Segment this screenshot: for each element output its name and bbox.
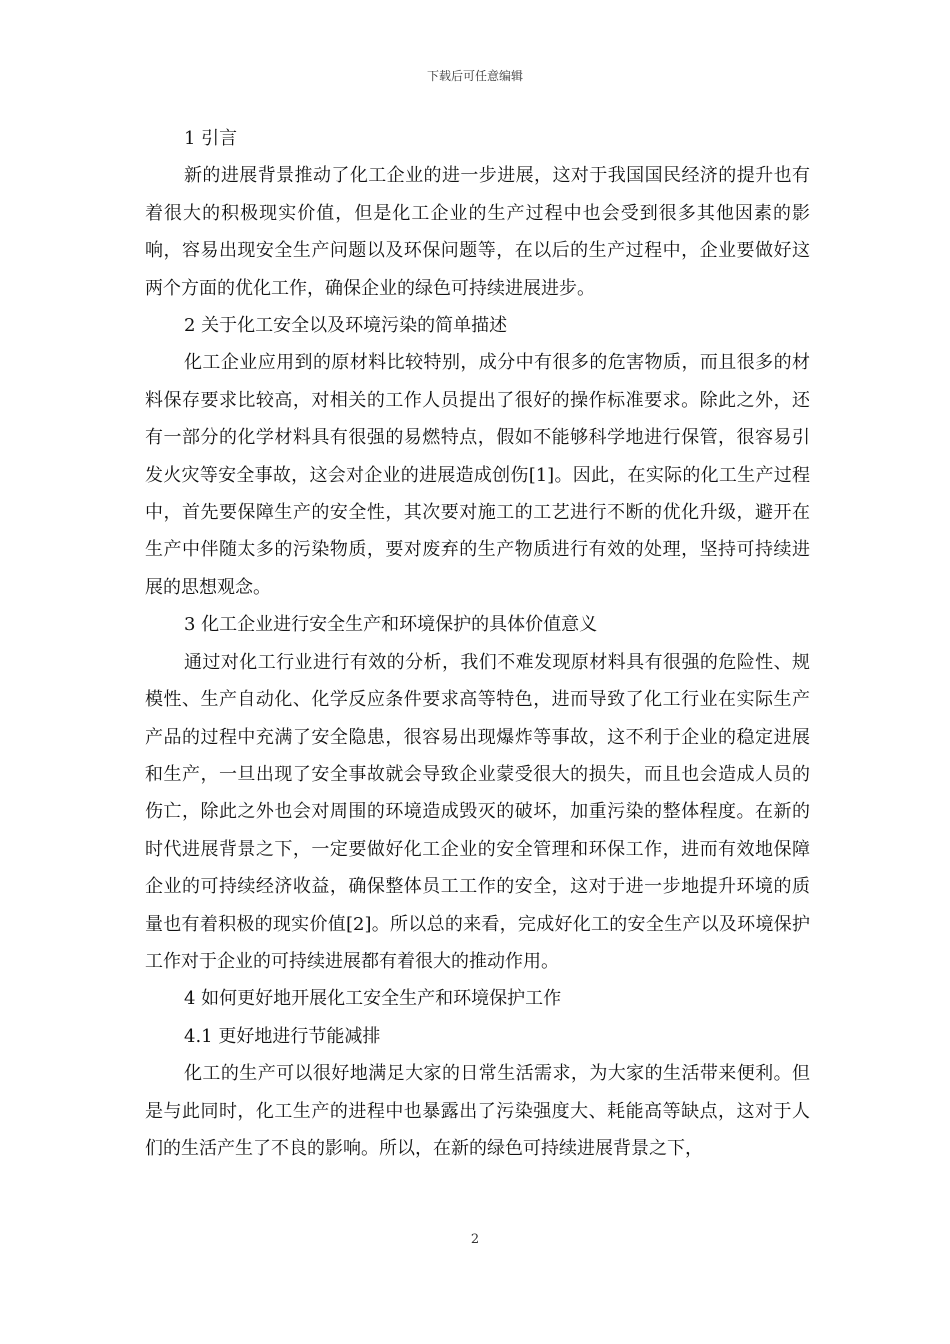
paragraph-safety-pollution: 化工企业应用到的原材料比较特别，成分中有很多的危害物质，而且很多的材料保存要求比较高，对相关的工作人员提出了很好的操作标准要求。除此之外，还有一部分的化学材料具有很强的易燃特点，假如不能够科学地进行保管，很容易引发火灾等安全事故，这会对企业的进展造成创伤[1]。因此，在实际的化工生产过程中，首先要保障生产的安全性，其次要对施工的工艺进行不断的优化升级，避开在生产中伴随太多的污染物质，要对废弃的生产物质进行有效的处理，坚持可持续进展的思想观念。	[145, 352, 810, 598]
section-heading-value-significance: 3 化工企业进行安全生产和环境保护的具体价值意义	[184, 614, 598, 636]
section-heading-safety-pollution: 2 关于化工安全以及环境污染的简单描述	[184, 315, 508, 337]
section-heading-how-to-carry-out: 4 如何更好地开展化工安全生产和环境保护工作	[184, 988, 562, 1010]
page-number: 2	[470, 1232, 480, 1247]
subsection-heading-energy-saving: 4.1 更好地进行节能减排	[184, 1025, 381, 1047]
section-heading-introduction: 1 引言	[184, 128, 238, 149]
page-header: 下载后可任意编辑	[426, 69, 523, 83]
paragraph-value-significance: 通过对化工行业进行有效的分析，我们不难发现原材料具有很强的危险性、规模性、生产自动化、化学反应条件要求高等特色，进而导致了化工行业在实际生产产品的过程中充满了安全隐患，很容易出现爆炸等事故，这不利于企业的稳定进展和生产，一旦出现了安全事故就会导致企业蒙受很大的损失，而且也会造成人员的伤亡，除此之外也会对周围的环境造成毁灭的破坏，加重污染的整体程度。在新的时代进展背景之下，一定要做好化工企业的安全管理和环保工作，进而有效地保障企业的可持续经济收益，确保整体员工工作的安全，这对于进一步地提升环境的质量也有着积极的现实价值[2]。所以总的来看，完成好化工的安全生产以及环境保护工作对于企业的可持续进展都有着很大的推动作用。	[145, 651, 810, 972]
paragraph-energy-saving: 化工的生产可以很好地满足大家的日常生活需求，为大家的生活带来便利。但是与此同时，化工生产的进程中也暴露出了污染强度大、耗能高等缺点，这对于人们的生活产生了不良的影响。所以，在新的绿色可持续进展背景之下，	[145, 1063, 810, 1159]
paragraph-introduction: 新的进展背景推动了化工企业的进一步进展，这对于我国国民经济的提升也有着很大的积极现实价值，但是化工企业的生产过程中也会受到很多其他因素的影响，容易出现安全生产问题以及环保问题等，在以后的生产过程中，企业要做好这两个方面的优化工作，确保企业的绿色可持续进展进步。	[145, 165, 810, 299]
document-body	[145, 120, 810, 1167]
